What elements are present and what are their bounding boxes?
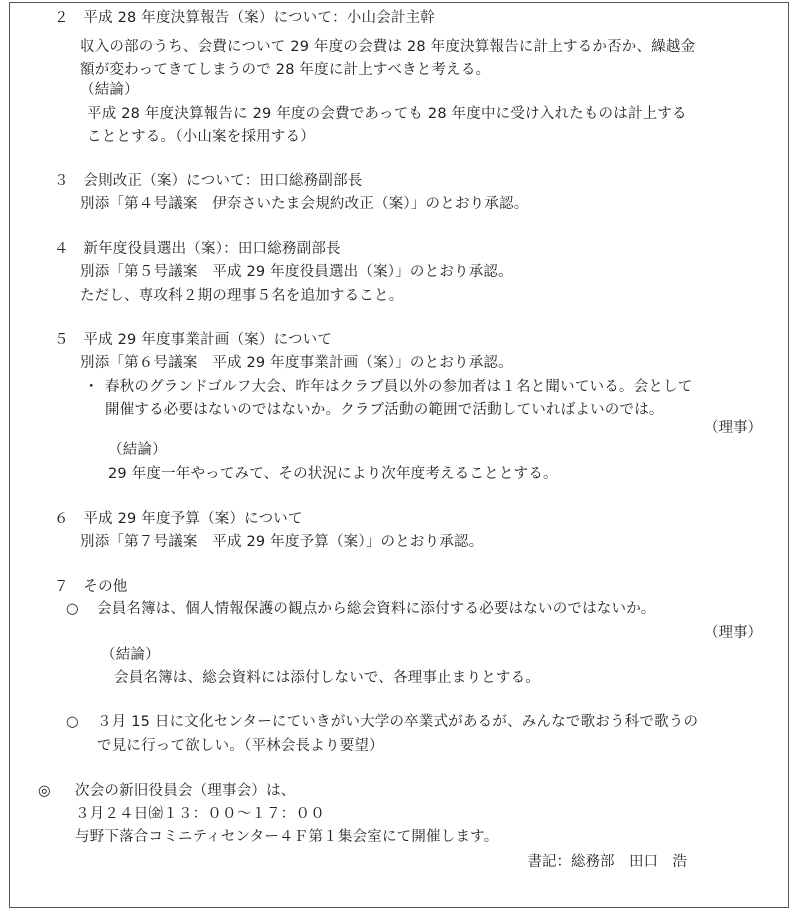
item2-conclusion-label: （結論）	[80, 82, 139, 98]
item4-body-line1: 別添「第５号議案 平成 29 年度役員選出（案）」のとおり承認。	[80, 264, 513, 280]
item7-conclusion-label: （結論）	[101, 647, 160, 663]
item7-point2-line1: ３月 15 日に文化センターにていきがい大学の卒業式があるが、みんなで歌おう科で歌うの	[97, 714, 699, 730]
item2-body-line1: 収入の部のうち、会費について 29 年度の会費は 28 年度決算報告に計上するか否か、繰越金	[80, 39, 696, 55]
item5-bullet-line2: 開催する必要はないのではないか。クラブ活動の範囲で活動していればよいのでは。	[105, 402, 664, 418]
next-meeting-line1: 次会の新旧役員会（理事会）は、	[75, 783, 296, 799]
next-meeting-mark: ◎	[38, 783, 51, 799]
item2-conclusion-line2: こととする。（小山案を採用する）	[87, 129, 315, 145]
recorder-signature: 書記：総務部 田口 浩	[527, 854, 687, 870]
item3-body-line1: 別添「第４号議案 伊奈さいたま会規約改正（案）」のとおり承認。	[80, 196, 529, 212]
item6-body-line1: 別添「第７号議案 平成 29 年度予算（案）」のとおり承認。	[80, 534, 484, 550]
item7-point1-line1: 会員名簿は、個人情報保護の観点から総会資料に添付する必要はないのではないか。	[97, 601, 656, 617]
item7-heading: ７ その他	[54, 579, 128, 595]
item2-body-line2: 額が変わってきてしまうので 28 年度に計上すべきと考える。	[80, 62, 491, 78]
item3-heading: ３ 会則改正（案）について：田口総務副部長	[54, 173, 363, 189]
item7-point2-mark: ○	[66, 714, 79, 730]
item2-heading: ２ 平成 28 年度決算報告（案）について：小山会計主幹	[54, 10, 435, 26]
item4-body-line2: ただし、専攻科２期の理事５名を追加すること。	[80, 288, 404, 304]
item5-bullet-mark: ・	[84, 379, 99, 395]
next-meeting-venue: 与野下落合コミニティセンター４Ｆ第１集会室にて開催します。	[75, 829, 499, 845]
item5-conclusion-label: （結論）	[108, 442, 167, 458]
item5-speaker: （理事）	[704, 420, 762, 436]
item7-point1-mark: ○	[66, 601, 79, 617]
item5-conclusion-line1: 29 年度一年やってみて、その状況により次年度考えることとする。	[108, 466, 558, 482]
item6-heading: ６ 平成 29 年度予算（案）について	[54, 511, 303, 527]
item5-heading: ５ 平成 29 年度事業計画（案）について	[54, 332, 333, 348]
item5-body-line1: 別添「第６号議案 平成 29 年度事業計画（案）」のとおり承認。	[80, 355, 513, 371]
item2-conclusion-line1: 平成 28 年度決算報告に 29 年度の会費であっても 28 年度中に受け入れたものは計上する	[87, 106, 687, 122]
item4-heading: ４ 新年度役員選出（案）：田口総務副部長	[54, 241, 341, 257]
item5-bullet-line1: 春秋のグランドゴルフ大会、昨年はクラブ員以外の参加者は１名と聞いている。会として	[105, 379, 693, 395]
item7-point2-line2: で見に行って欲しい。（平林会長より要望）	[97, 738, 384, 754]
item7-conclusion-line1: 会員名簿は、総会資料には添付しないで、各理事止まりとする。	[114, 670, 541, 686]
item7-speaker: （理事）	[704, 625, 762, 641]
next-meeting-datetime: ３月２４日㈮１３：００～１７：００	[75, 806, 325, 822]
